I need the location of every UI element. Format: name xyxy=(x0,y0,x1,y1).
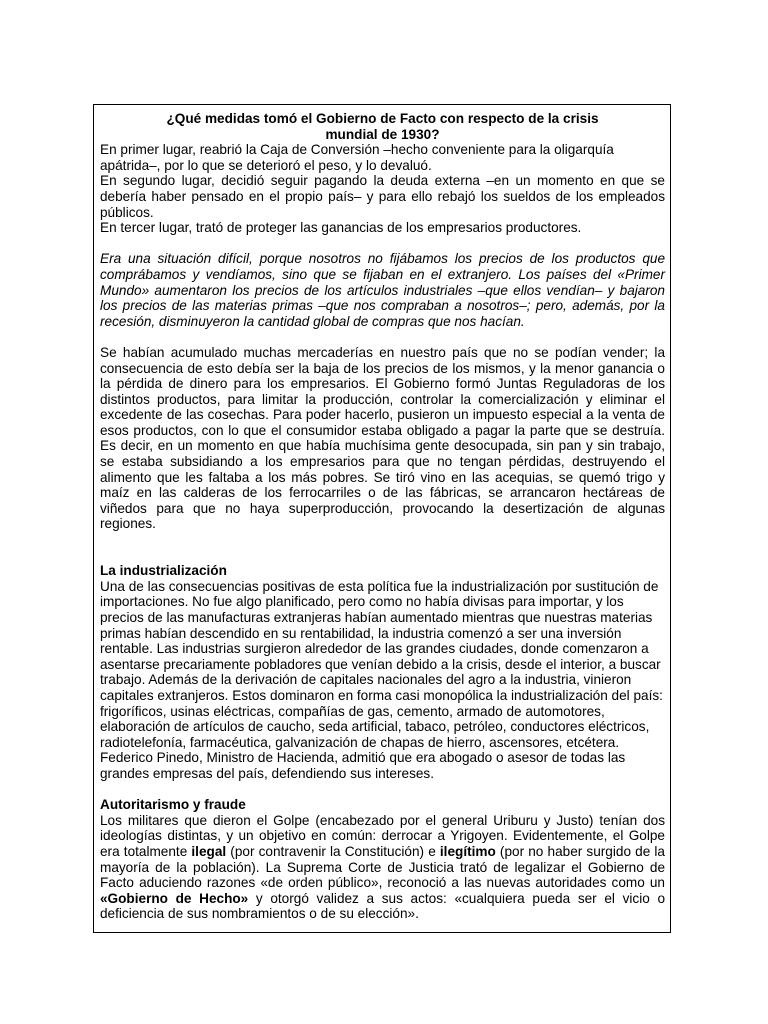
industrializacion-heading: La industrialización xyxy=(100,563,227,579)
autoritarismo-heading: Autoritarismo y fraude xyxy=(100,797,246,813)
spacer xyxy=(100,329,665,345)
ilegal-term: ilegal xyxy=(191,843,227,859)
spacer xyxy=(100,782,665,798)
intro-paragraph-3: En tercer lugar, trató de proteger las ganancias de los empresarios productores. xyxy=(100,220,582,236)
autoritarismo-text-1: Los militares que dieron el Golpe (encabezado por el general Uriburu y Justo) tenían dos ideologías distintas, y un objetivo en común: derrocar a Yrigoyen. Evidentemente, el Golpe era totalmente xyxy=(100,812,665,859)
surplus-paragraph: Se habían acumulado muchas mercaderías en nuestro país que no se podían vender; la consecuencia de esto debía ser la baja de los precios de los mismos, y la menor ganancia o la pérdida de dinero para los empresarios. El Gobierno formó Juntas Reguladoras de los distintos productos, para limitar la producción, controlar la comercialización y eliminar el excedente de las cosechas. Para poder hacerlo, pusieron un impuesto especial a la venta de esos productos, con lo que el consumidor estaba obligado a pagar la parte que se destruía. Es decir, en un momento en que había muchísima gente desocupada, sin pan y sin trabajo, se estaba subsidiando a los empresarios para que no tengan pérdidas, destruyendo el alimento que les faltaba a los más pobres. Se tiró vino en las acequias, se quemó trigo y maíz en las calderas de los ferrocarriles o de las fábricas, se arrancaron hectáreas de viñedos para que no haya superproducción, provocando la desertización de algunas regiones. xyxy=(100,344,665,532)
spacer xyxy=(100,532,665,563)
industrializacion-paragraph: Una de las consecuencias positivas de esta política fue la industrialización por sustitución de importaciones. No fue algo planificado, pero como no había divisas para importar, y los precios de las manufacturas extranjeras habían aumentado mientras que nuestras materias primas habían descendido en su rentabilidad, la industria comenzó a ser una inversión rentable. Las industrias surgieron alrededor de las grandes ciudades, donde comenzaron a asentarse precariamente pobladores que venían debido a la crisis, desde el interior, a buscar trabajo. Además de la derivación de capitales nacionales del agro a la industria, vinieron capitales extranjeros. Estos dominaron en forma casi monopólica la industrialización del país: frigoríficos, usinas eléctricas, compañías de gas, cemento, armado de automotores, elaboración de artículos de caucho, seda artificial, tabaco, petróleo, conductores eléctricos, radiotelefonía, farmacéutica, galvanización de chapas de hierro, ascensores, etcétera. Federico Pinedo, Ministro de Hacienda, admitió que era abogado o asesor de todas las grandes empresas del país, defendiendo sus intereses. xyxy=(100,578,663,781)
document-box xyxy=(93,104,671,933)
autoritarismo-text-3: (por no haber surgido de la mayoría de la población). La Suprema Corte de Justicia trató de legalizar el Gobierno de Facto aduciendo razones «de orden público», reconoció a las nuevas autoridades como un xyxy=(100,843,665,891)
autoritarismo-text-2: (por contravenir la Constitución) e xyxy=(226,843,440,859)
gobierno-de-hecho-term: «Gobierno de Hecho» xyxy=(100,890,249,906)
document-title: ¿Qué medidas tomó el Gobierno de Facto con respecto de la crisis mundial de 1930? xyxy=(166,111,599,142)
quote-paragraph: Era una situación difícil, porque nosotros no fijábamos los precios de los productos que comprábamos y vendíamos, sino que se fijaban en el extranjero. Los países del «Primer Mundo» aumentaron los precios de los artículos industriales –que ellos vendían– y bajaron los precios de las materias primas –que nos compraban a nosotros–; pero, además, por la recesión, disminuyeron la cantidad global de compras que nos hacían. xyxy=(100,251,665,329)
autoritarismo-text-4: y otorgó validez a sus actos: «cualquiera pueda ser el vicio o deficiencia de sus nombramientos o de su elección». xyxy=(100,890,666,922)
ilegitimo-term: ilegítimo xyxy=(439,843,496,859)
spacer xyxy=(100,236,665,252)
intro-paragraph-2: En segundo lugar, decidió seguir pagando la deuda externa –en un momento en que se debería haber pensado en el propio país– y para ello rebajó los sueldos de los empleados públicos. xyxy=(100,173,665,220)
intro-paragraph-1: En primer lugar, reabrió la Caja de Conversión –hecho conveniente para la oligarquía apátrida–, por lo que se deterioró el peso, y lo devaluó. xyxy=(100,142,614,173)
autoritarismo-paragraph xyxy=(100,813,665,922)
